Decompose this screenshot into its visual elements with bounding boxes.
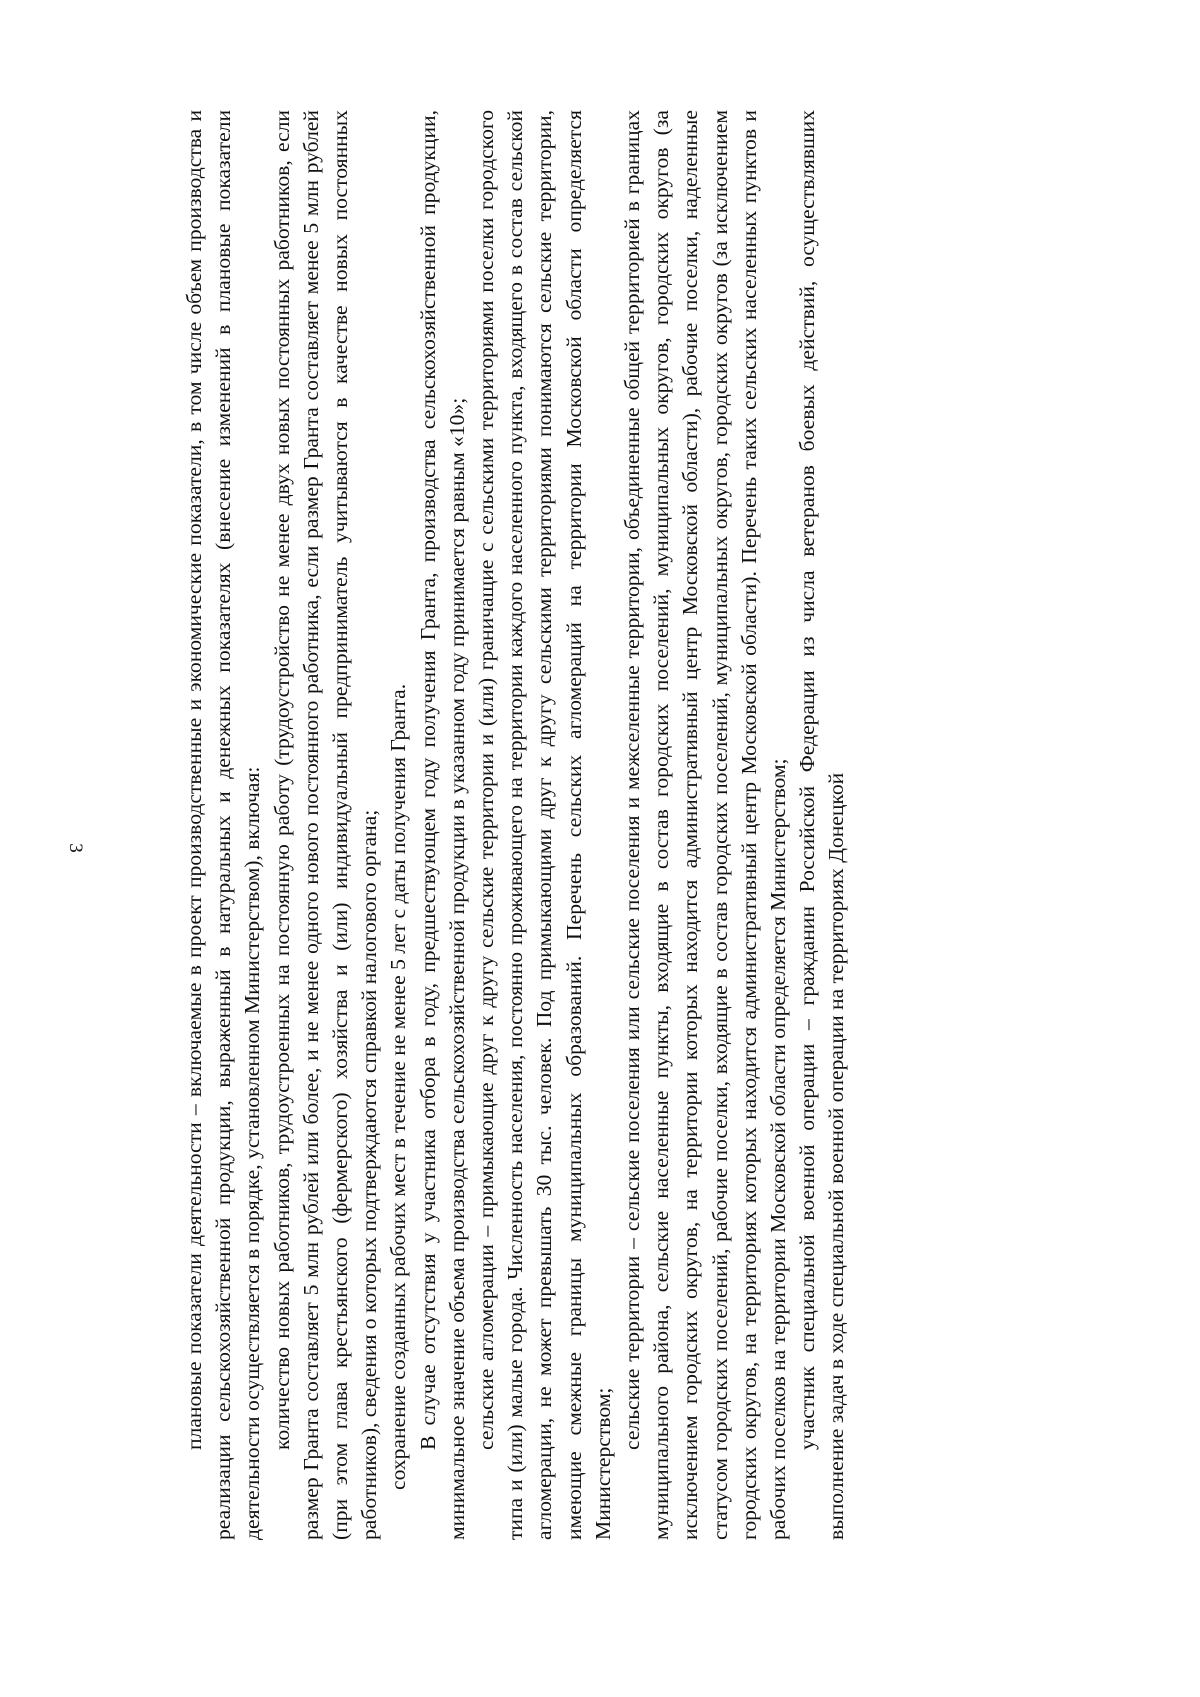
paragraph-plan-indicators: плановые показатели деятельности – включаемые в проект производственные и экономические показатели, в том числе объем производства и реализации сельскохозяйственной продукции, выраженный в натуральных и денежных показателях (внесение изменений в плановые показатели деятельности осуществляется в порядке, установленном Министерством), включая: (182, 110, 265, 1540)
paragraph-new-workers: количество новых работников, трудоустроенных на постоянную работу (трудоустройство не менее двух новых постоянных работников, если размер Гранта составляет 5 млн рублей или более, и не менее одного нового постоянного работника, если размер Гранта составляет менее 5 млн рублей (при этом глава крестьянского (фермерского) хозяйства и (или) индивидуальный предприниматель учитываются в качестве новых постоянных работников), сведения о которых подтверждаются справкой налогового органа; (269, 110, 382, 1540)
document-text (180, 110, 1060, 1540)
paragraph-rural-agglomerations: сельские агломерации – примыкающие друг к другу сельские территории и (или) граничащие с сельскими территориями поселки городского типа и (или) малые города. Численность населения, постоянно проживающего на территории каждого населенного пункта, входящего в состав сельской агломерации, не может превышать 30 тыс. человек. Под примыкающими друг к другу сельскими территориями понимаются сельские территории, имеющие смежные границы муниципальных образований. Перечень сельских агломераций на территории Московской области определяется Министерством; (474, 110, 615, 1540)
paragraph-no-production-case: В случае отсутствия у участника отбора в году, предшествующем году получения Гранта, производства сельскохозяйственной продукции, минимальное значение объема производства сельскохозяйственной продукции в указанном году принимается равным «10»; (415, 110, 469, 1540)
paragraph-svo-participant: участник специальной военной операции – гражданин Российской Федерации из числа ветеранов боевых действий, осуществлявших выполнение задач в ходе специальной военной операции на территориях Донецкой (795, 110, 849, 1540)
paragraph-jobs-retention: сохранение созданных рабочих мест в течение не менее 5 лет с даты получения Гранта. (386, 683, 411, 1490)
page-number: 3 (65, 843, 86, 853)
paragraph-rural-territories: сельские территории – сельские поселения или сельские поселения и межселенные территории, объединенные общей территорией в границах муниципального района, сельские населенные пункты, входящие в состав городских поселений, муниципальных округов, городских округов (за исключением городских округов, на территории которых находится административный центр Московской области), рабочие поселки, наделенные статусом городских поселений, рабочие поселки, входящие в состав городских поселений, муниципальных округов, городских округов (за исключением городских округов, на территориях которых находится административный центр Московской области). Перечень таких сельских населенных пунктов и рабочих поселков на территории Московской области определяется Министерством; (620, 110, 791, 1540)
document-body (180, 110, 1060, 1540)
